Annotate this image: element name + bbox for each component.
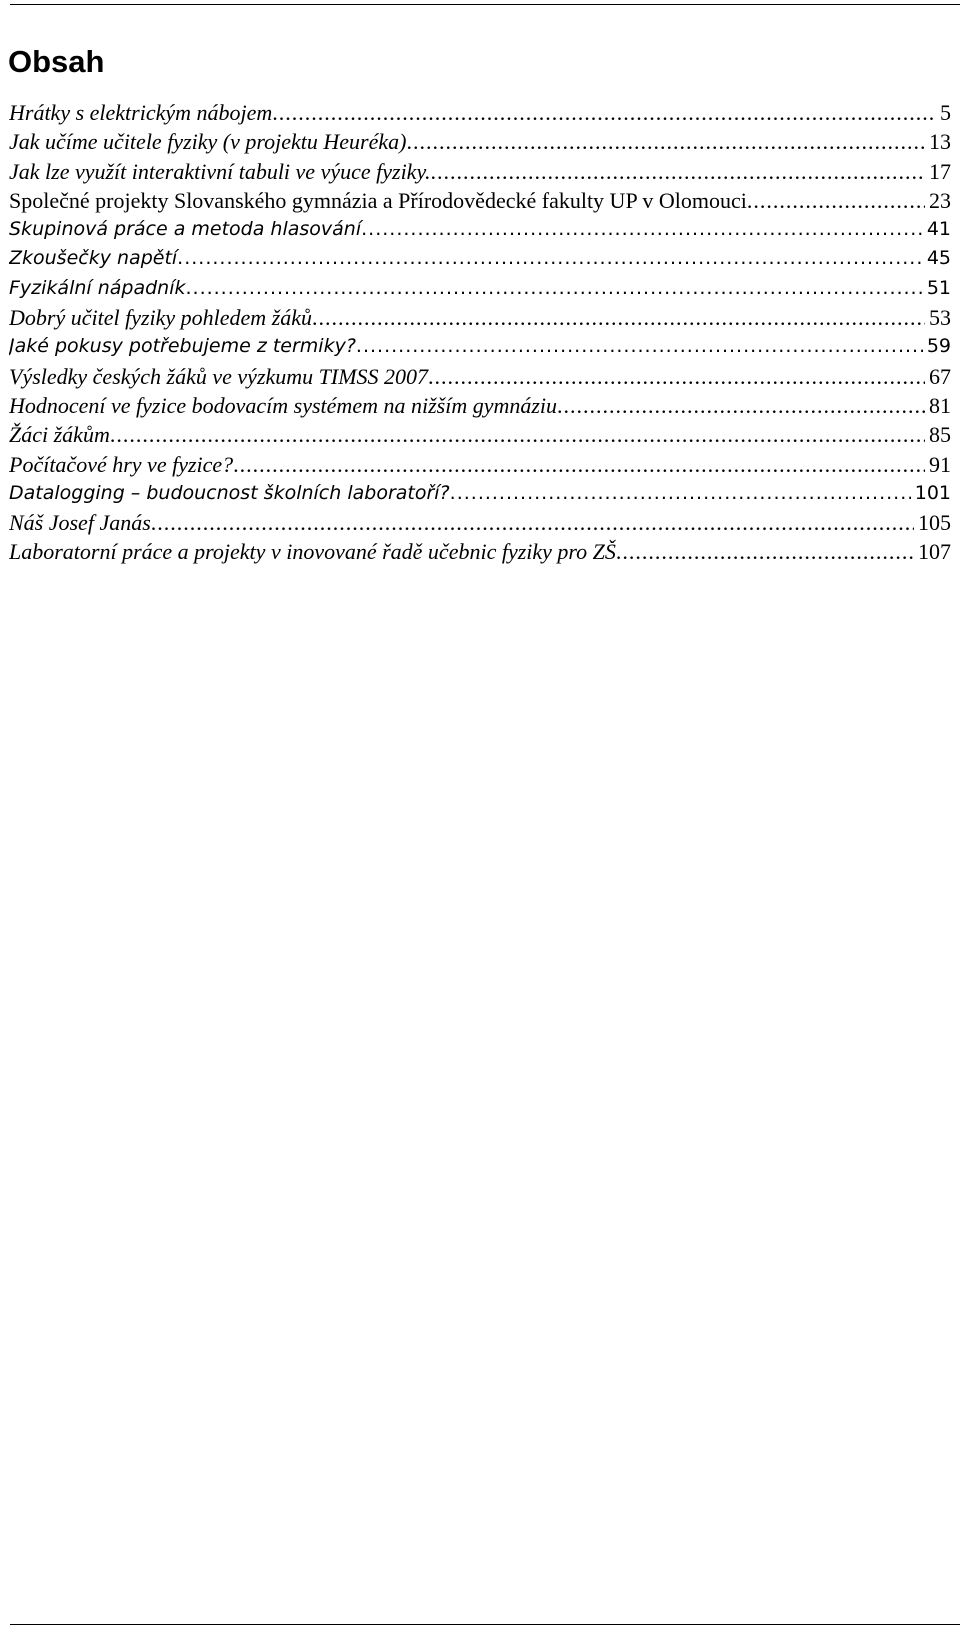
toc-entry-title: Dobrý učitel fyziky pohledem žáků (9, 305, 313, 331)
toc-page-number: 17 (929, 158, 951, 184)
toc-page-number: 91 (929, 451, 951, 477)
toc-entry (9, 186, 951, 215)
toc-entry (9, 244, 951, 273)
toc-entry-title: Jak učíme učitele fyziky (v projektu Heuréka) (9, 129, 407, 155)
toc-page-number: 5 (940, 100, 951, 125)
toc-page-number: 13 (929, 129, 951, 155)
toc-entry (9, 332, 951, 361)
toc-page-number: 85 (929, 422, 951, 448)
toc-entry-title: Počítačové hry ve fyzice? (9, 451, 234, 477)
toc-entry (9, 391, 951, 420)
toc-page-number: 45 (926, 247, 951, 270)
toc-entry (9, 98, 951, 127)
toc-title: Obsah (8, 44, 105, 79)
toc-dot-leader (557, 391, 925, 420)
toc-dot-leader (428, 362, 925, 391)
toc-dot-leader (431, 157, 926, 186)
toc-dot-leader (450, 479, 911, 508)
toc-page-number: 101 (914, 481, 951, 504)
bottom-rule (10, 1624, 960, 1625)
toc-page-number: 81 (929, 392, 951, 418)
toc-dot-leader (272, 98, 936, 127)
toc-entry-title: Žáci žákům (9, 422, 110, 448)
table-of-contents (9, 98, 951, 567)
toc-entry (9, 508, 951, 537)
toc-entry-title: Výsledky českých žáků ve výzkumu TIMSS 2007 (9, 363, 429, 389)
toc-entry (9, 215, 951, 244)
toc-entry-title: Laboratorní práce a projekty v inovované řadě učebnic fyziky pro ZŠ (9, 539, 616, 565)
top-rule (10, 4, 960, 5)
toc-entry (9, 420, 951, 449)
toc-dot-leader (110, 420, 925, 449)
toc-page-number: 105 (918, 510, 951, 536)
toc-entry-title: Hodnocení ve fyzice bodovacím systémem na nižším gymnáziu (9, 392, 558, 418)
toc-entry-title: Náš Josef Janás (9, 510, 151, 536)
toc-dot-leader (233, 450, 925, 479)
toc-page-number: 53 (929, 305, 951, 331)
toc-entry-title: Skupinová práce a metoda hlasování (9, 218, 362, 241)
toc-page-number: 59 (926, 335, 951, 358)
toc-entry (9, 274, 951, 303)
toc-entry-title: Hrátky s elektrickým nábojem (9, 100, 273, 125)
toc-entry-title: Společné projekty Slovanského gymnázia a Přírodovědecké fakulty UP v Olomouci (9, 187, 747, 213)
toc-entry-title: Zkoušečky napětí (9, 247, 178, 270)
toc-dot-leader (177, 244, 923, 273)
toc-entry (9, 362, 951, 391)
toc-entry-title: Fyzikální nápadník (9, 276, 186, 299)
toc-page-number: 23 (929, 187, 951, 213)
toc-page-number: 67 (929, 363, 951, 389)
toc-dot-leader (356, 332, 923, 361)
toc-page-number: 51 (926, 276, 951, 299)
toc-entry-title: Jak lze využít interaktivní tabuli ve výuce fyziky. (9, 158, 431, 184)
toc-entry (9, 450, 951, 479)
toc-page-number: 41 (926, 218, 951, 241)
toc-dot-leader (312, 303, 925, 332)
toc-entry (9, 157, 951, 186)
toc-dot-leader (185, 274, 922, 303)
toc-page-number: 107 (918, 539, 951, 565)
toc-dot-leader (616, 537, 914, 566)
toc-dot-leader (361, 215, 923, 244)
toc-entry-title: Datalogging – budoucnost školních laboratoří? (9, 481, 450, 504)
toc-entry (9, 127, 951, 156)
toc-dot-leader (747, 186, 925, 215)
toc-entry (9, 479, 951, 508)
toc-entry (9, 303, 951, 332)
toc-entry-title: Jaké pokusy potřebujeme z termiky? (9, 335, 356, 358)
toc-entry (9, 537, 951, 566)
toc-dot-leader (406, 127, 925, 156)
toc-dot-leader (151, 508, 914, 537)
